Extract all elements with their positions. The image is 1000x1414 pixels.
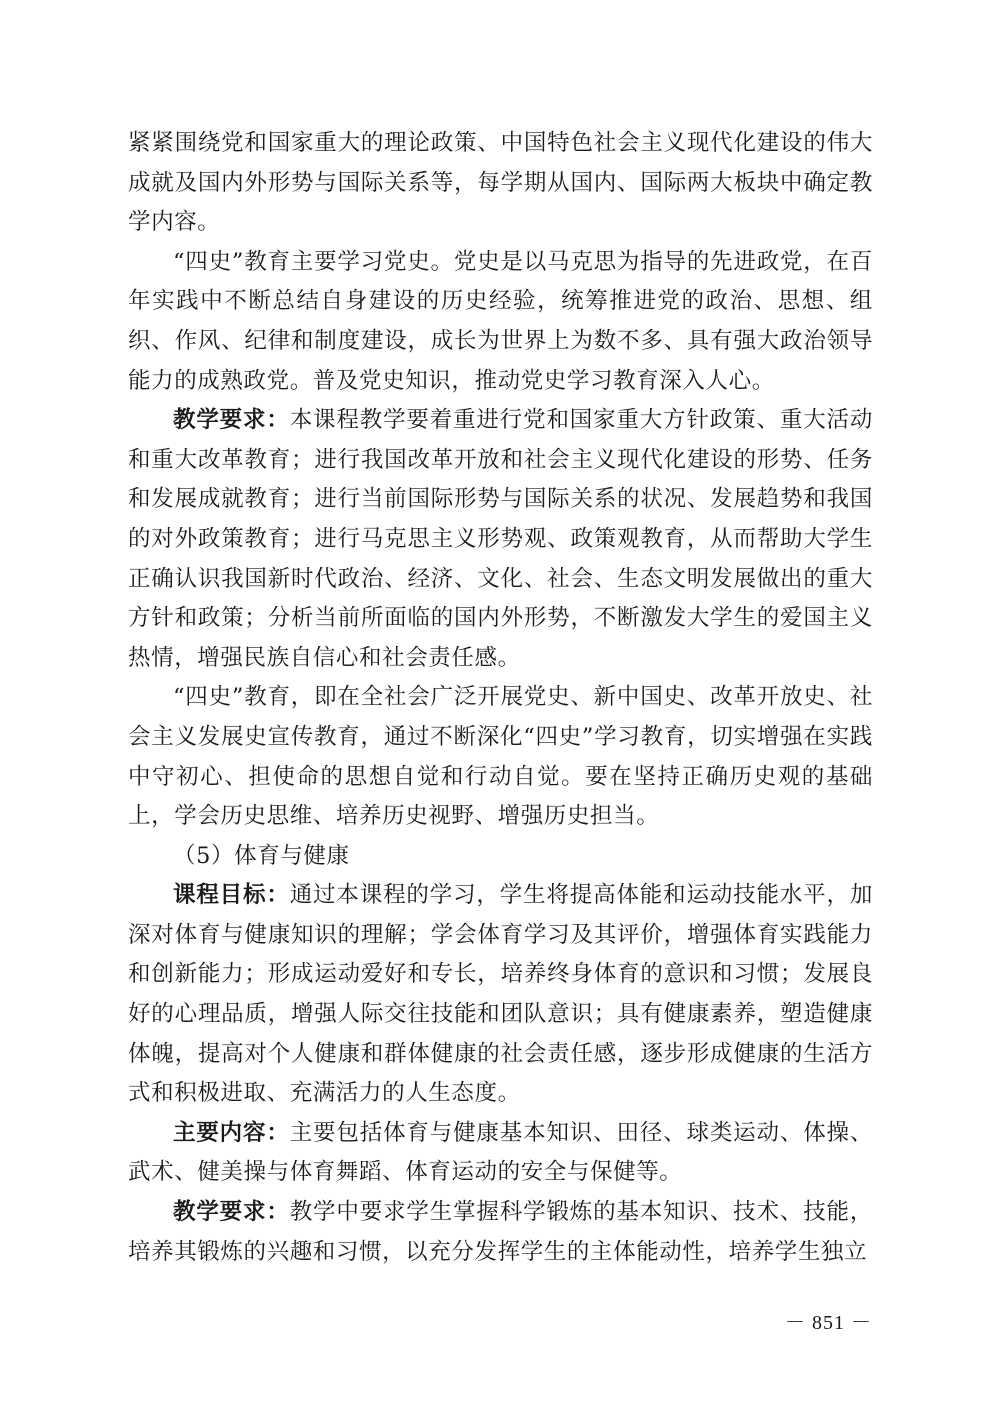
section-heading-pe-health: （5）体育与健康	[173, 842, 350, 869]
text-main-content: 主要包括体育与健康基本知识、田径、球类运动、体操、武术、健美操与体育舞蹈、体育运动的安全与保健等。	[128, 1119, 873, 1186]
label-teaching-requirements-pe: 教学要求：	[173, 1199, 290, 1226]
paragraph-continuation: 紧紧围绕党和国家重大的理论政策、中国特色社会主义现代化建设的伟大成就及国内外形势与国际关系等，每学期从国内、国际两大板块中确定教学内容。	[128, 130, 873, 236]
paragraph-four-histories-education: “四史”教育，即在全社会广泛开展党史、新中国史、改革开放史、社会主义发展史宣传教育，通过不断深化“四史”学习教育，切实增强在实践中守初心、担使命的思想自觉和行动自觉。要在坚持正确历史观的基础上，学会历史思维、培养历史视野、增强历史担当。	[128, 684, 873, 830]
page-body	[128, 124, 873, 1272]
paragraph-teaching-requirements	[128, 401, 873, 678]
paragraph-course-objectives	[128, 876, 873, 1114]
paragraph-main-content	[128, 1114, 873, 1193]
label-course-objectives: 课程目标：	[173, 882, 290, 909]
label-main-content: 主要内容：	[173, 1119, 290, 1146]
page-number: － 851 －	[785, 1312, 872, 1334]
paragraph-teaching-requirements-pe	[128, 1193, 873, 1272]
paragraph-four-histories-party: “四史”教育主要学习党史。党史是以马克思为指导的先进政党，在百年实践中不断总结自身建设的历史经验，统筹推进党的政治、思想、组织、作风、纪律和制度建设，成长为世界上为数不多、具有强大政治领导能力的成熟政党。普及党史知识，推动党史学习教育深入人心。	[128, 248, 873, 394]
text-teaching-requirements: 本课程教学要着重进行党和国家重大方针政策、重大活动和重大改革教育；进行我国改革开放和社会主义现代化建设的形势、任务和发展成就教育；进行当前国际形势与国际关系的状况、发展趋势和我国的对外政策教育；进行马克思主义形势观、政策观教育，从而帮助大学生正确认识我国新时代政治、经济、文化、社会、生态文明发展做出的重大方针和政策；分析当前所面临的国内外形势，不断激发大学生的爱国主义热情，增强民族自信心和社会责任感。	[128, 407, 873, 671]
text-teaching-requirements-pe: 教学中要求学生掌握科学锻炼的基本知识、技术、技能，培养其锻炼的兴趣和习惯，以充分发挥学生的主体能动性，培养学生独立	[128, 1199, 873, 1265]
label-teaching-requirements: 教学要求：	[173, 407, 290, 434]
text-course-objectives: 通过本课程的学习，学生将提高体能和运动技能水平，加深对体育与健康知识的理解；学会体育学习及其评价，增强体育实践能力和创新能力；形成运动爱好和专长，培养终身体育的意识和习惯；发展良好的心理品质，增强人际交往技能和团队意识；具有健康素养，塑造健康体魄，提高对个人健康和群体健康的社会责任感，逐步形成健康的生活方式和积极进取、充满活力的人生态度。	[128, 882, 873, 1107]
